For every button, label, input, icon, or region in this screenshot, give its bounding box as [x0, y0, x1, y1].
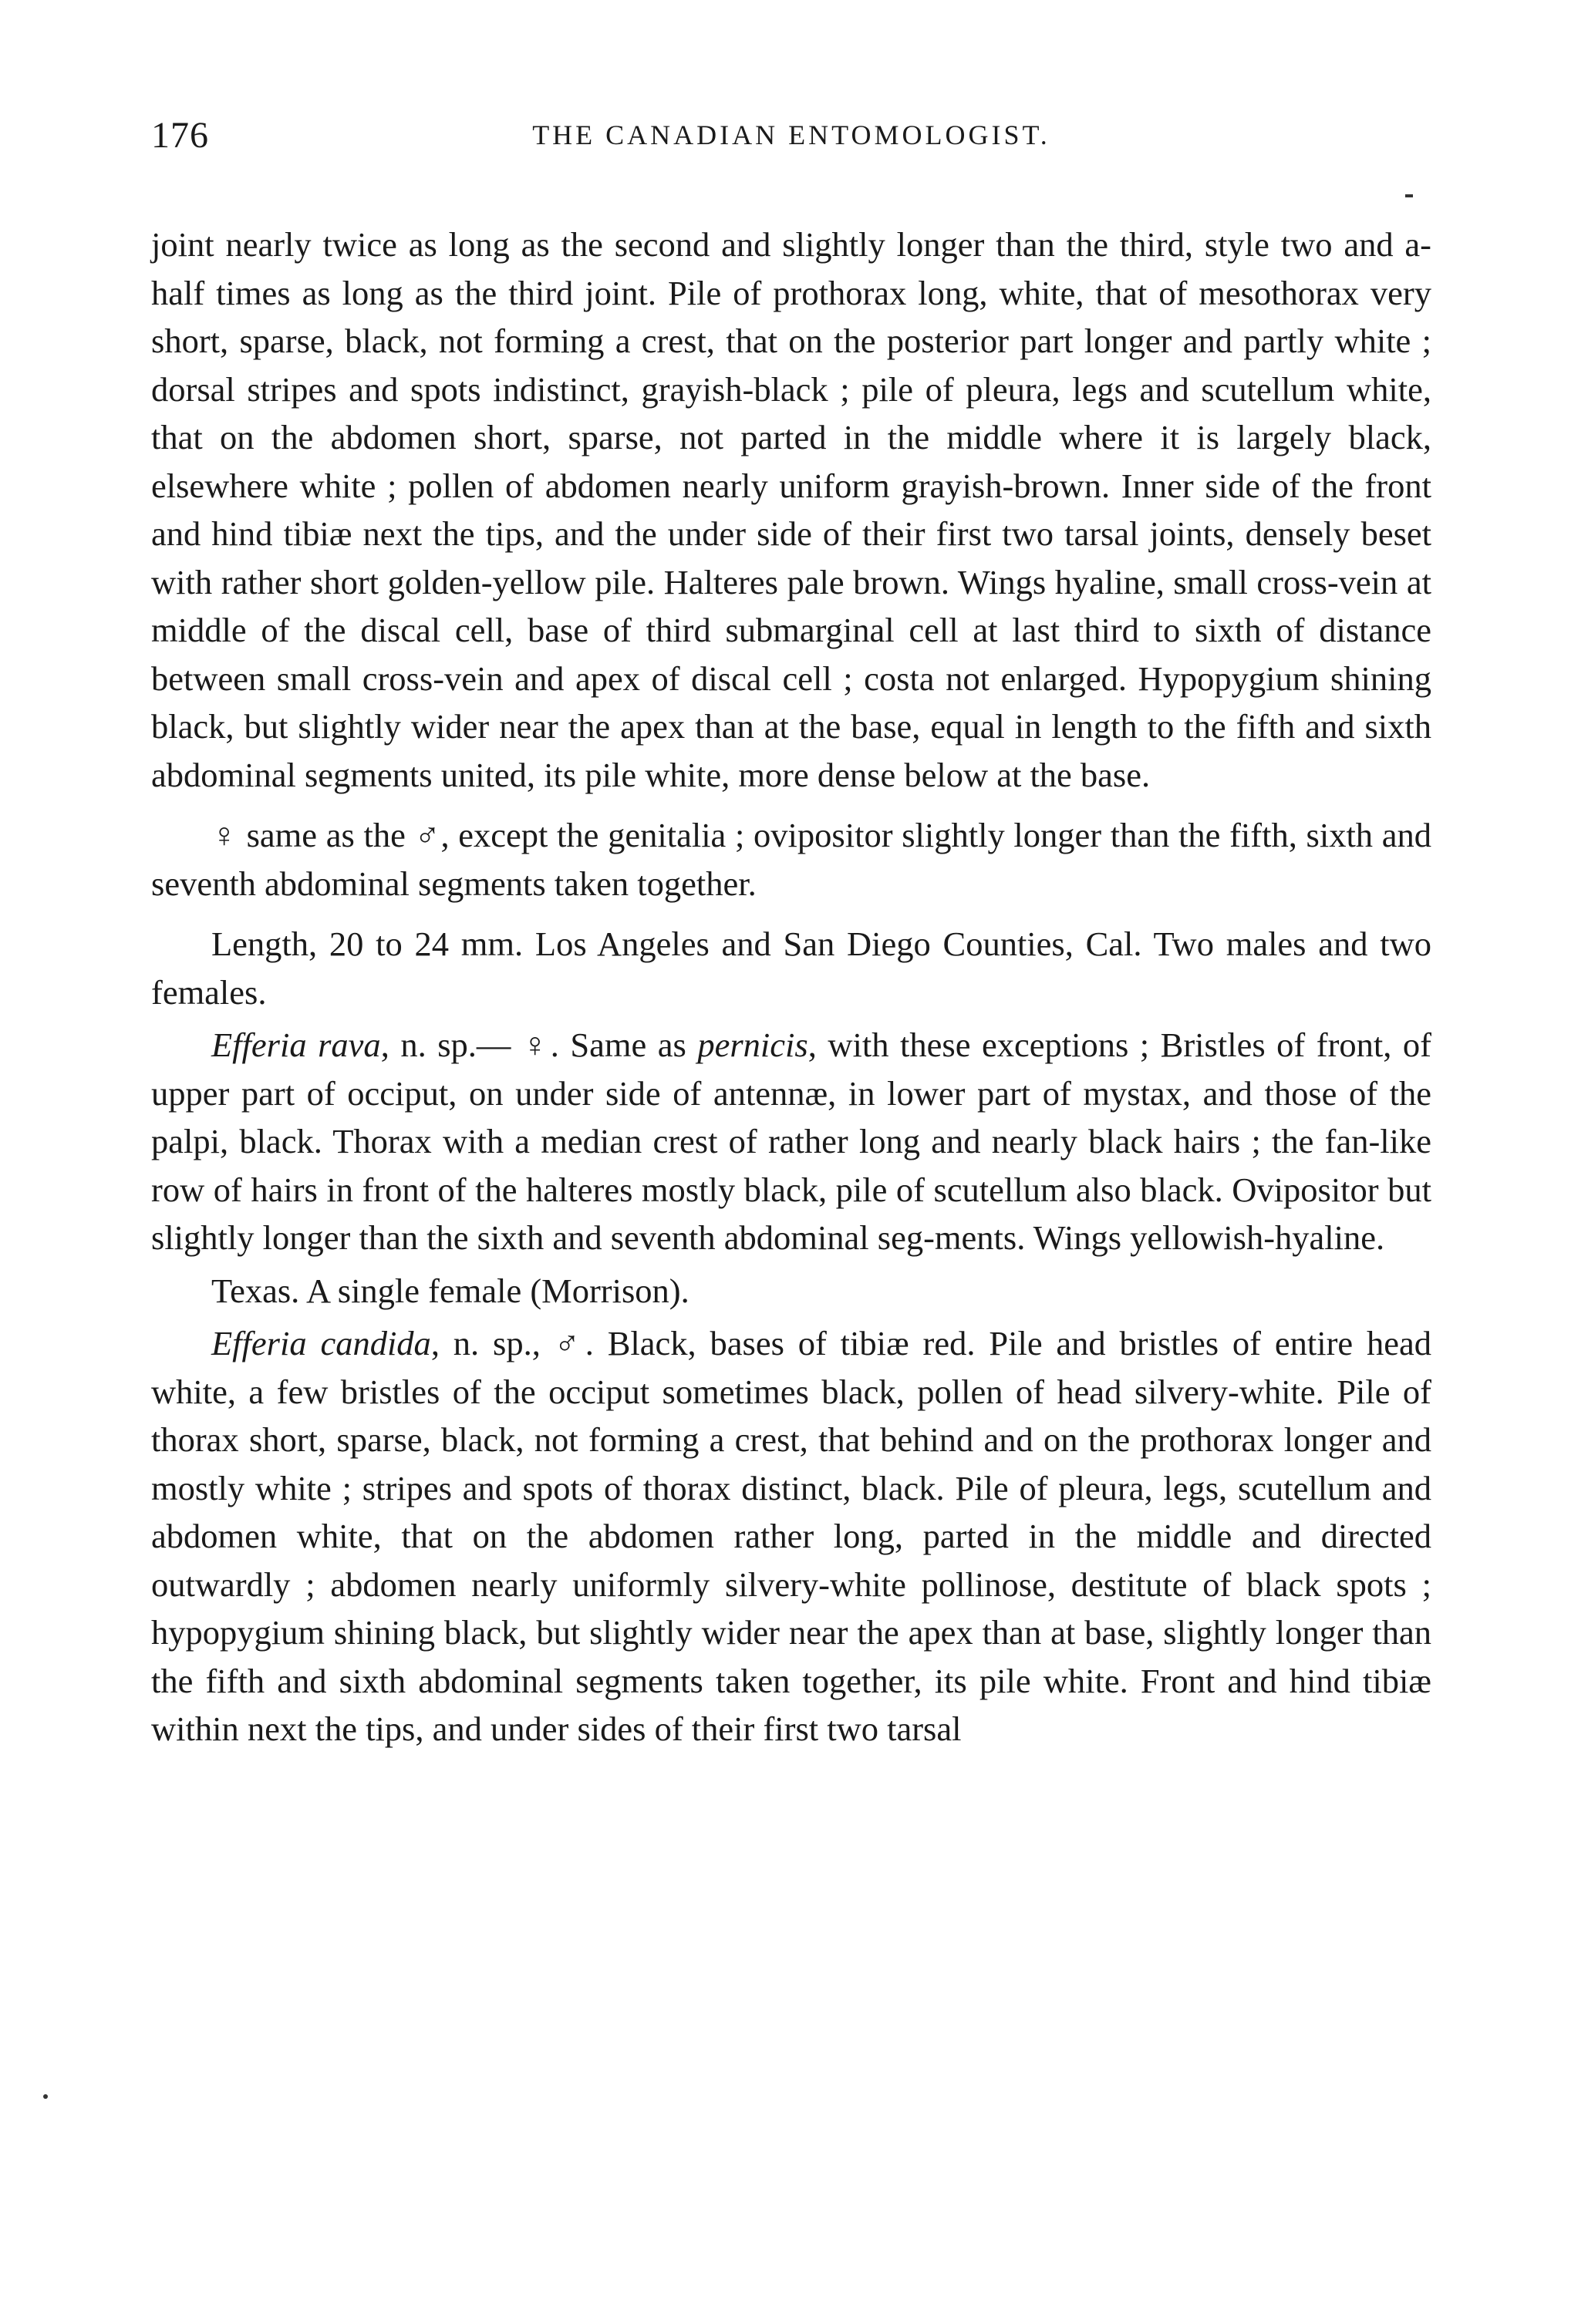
species-name: Efferia candida: [211, 1324, 431, 1362]
species-designation: , n. sp.— ♀. Same as: [380, 1026, 698, 1064]
stray-mark: [1405, 194, 1413, 197]
species-reference: pernicis: [697, 1026, 808, 1064]
species-description: , n. sp., ♂. Black, bases of tibiæ red. Pile and bristles of entire head white, a few bristles of the occiput sometimes black, pollen of head silvery-white. Pile of thorax short, sparse, black, not forming a crest, that behind and on the prothorax longer and mostly white ; stripes and spots of thorax distinct, black. Pile of pleura, legs, scutellum and abdomen white, that on the abdomen rather long, parted in the middle and directed outwardly ; abdomen nearly uniformly silvery-white pollinose, destitute of black spots ; hypopygium shining black, but slightly wider near the apex than at base, slightly longer than the fifth and sixth abdominal segments taken together, its pile white. Front and hind tibiæ within next the tips, and under sides of their first two tarsal: [151, 1324, 1431, 1748]
journal-title: THE CANADIAN ENTOMOLOGIST.: [532, 120, 1050, 150]
page-number: 176: [151, 115, 209, 156]
paragraph-efferia-candida: [151, 1319, 1431, 1753]
species-name: Efferia rava: [211, 1026, 381, 1064]
paragraph-locality-texas: Texas. A single female (Morrison).: [211, 1271, 689, 1310]
stray-mark: [43, 2094, 48, 2099]
body-text: [151, 221, 1431, 1753]
paragraph-female-description: ♀ same as the ♂, except the genitalia ; ovipositor slightly longer than the fifth, sixth and seventh abdominal segments taken together.: [151, 816, 1431, 903]
paragraph-length-locality: Length, 20 to 24 mm. Los Angeles and San Diego Counties, Cal. Two males and two females.: [151, 925, 1431, 1012]
paragraph-efferia-rava: [151, 1021, 1431, 1262]
paragraph-continuation: joint nearly twice as long as the second and slightly longer than the third, style two and a-half times as long as the third joint. Pile of prothorax long, white, that of mesothorax very short, sparse, black, not forming a crest, that on the posterior part longer and partly white ; dorsal stripes and spots indistinct, grayish-black ; pile of pleura, legs and scutellum white, that on the abdomen short, sparse, not parted in the middle where it is largely black, elsewhere white ; pollen of abdomen nearly uniform grayish-brown. Inner side of the front and hind tibiæ next the tips, and the under side of their first two tarsal joints, densely beset with rather short golden-yellow pile. Halteres pale brown. Wings hyaline, small cross-vein at middle of the discal cell, base of third submarginal cell at last third to sixth of distance between small cross-vein and apex of discal cell ; costa not enlarged. Hypopygium shining black, but slightly wider near the apex than at the base, equal in length to the fifth and sixth abdominal segments united, its pile white, more dense below at the base.: [151, 225, 1431, 794]
running-head: [151, 114, 1431, 160]
species-description: , with these exceptions ; Bristles of front, of upper part of occiput, on under side of antennæ, in lower part of mystax, and those of the palpi, black. Thorax with a median crest of rather long and nearly black hairs ; the fan-like row of hairs in front of the halteres mostly black, pile of scutellum also black. Ovipositor but slightly longer than the sixth and seventh abdominal seg-ments. Wings yellowish-hyaline.: [151, 1026, 1431, 1257]
